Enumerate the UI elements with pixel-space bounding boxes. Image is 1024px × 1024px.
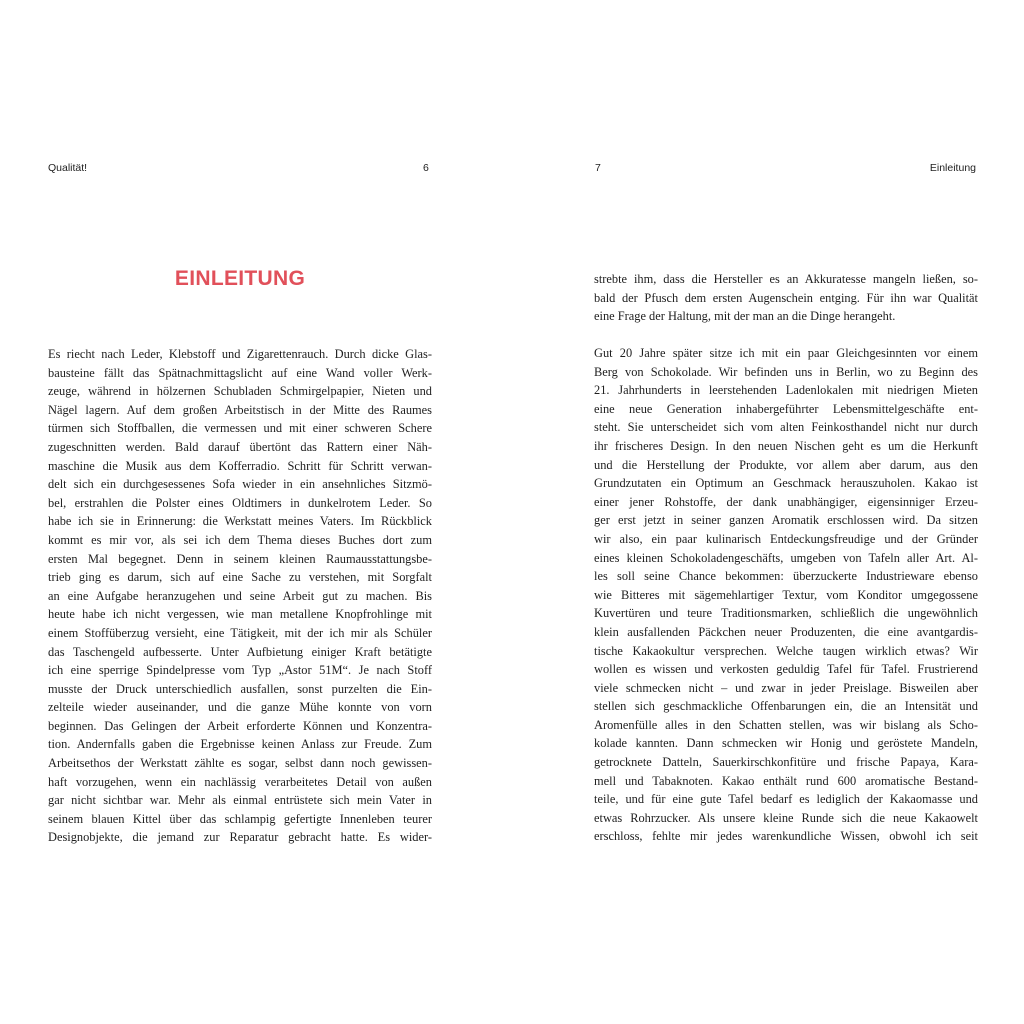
- text-line: 21. Jahrhunderts in leerstehenden Ladenlokalen mit niedrigen Mieten: [594, 383, 978, 398]
- text-line: zeuge, während in hölzernen Schubladen Schmirgelpapier, Nieten und: [48, 384, 432, 399]
- text-line: zugeschnitten werden. Bald darauf übertönt das Rattern einer Näh-: [48, 439, 432, 454]
- text-line: stellen sich geschmackliche Offenbarungen ein, die an Intensität und: [594, 699, 978, 714]
- text-line: kolade kannten. Dann schmecken wir Honig und geröstete Mandeln,: [594, 736, 978, 751]
- text-line: maschine die Musik aus dem Kofferradio. Schritt für Schritt verwan-: [48, 458, 432, 473]
- running-title-left: Qualität!: [48, 162, 88, 174]
- text-line: Berg von Schokolade. Wir befinden uns in Berlin, wo zu Beginn des: [594, 364, 978, 379]
- text-line: wie Bitteres mit sägemehlartiger Textur, vom Konditor umgegossene: [594, 587, 978, 602]
- text-line: Kuvertüren und teure Traditionsmarken, schließlich die ungewöhnlich: [594, 606, 978, 621]
- left-body-text: [48, 345, 432, 847]
- text-line: wir also, ein paar kulinarisch Entdeckungsfreudige und der Gründer: [594, 531, 978, 546]
- text-line: etwas Rohrzucker. Als unsere kleine Runde sich die neue Kakaowelt: [594, 810, 978, 825]
- text-line: Nägel lagern. Auf dem großen Arbeitstisch in der Mitte des Raumes: [48, 402, 432, 417]
- right-paragraph-1: [594, 270, 978, 326]
- text-line: zelteile wieder auseinander, und die ganze Mühe konnte von vorn: [48, 700, 432, 715]
- text-line: tion. Andernfalls gaben die Ergebnisse keinen Anlass zur Freude. Zum: [48, 737, 432, 752]
- text-line: heute habe ich nicht vergessen, wie man metallene Knopfrohlinge mit: [48, 607, 432, 622]
- text-line: eine Frage der Haltung, mit der man an die Dinge herangeht.: [594, 309, 896, 324]
- text-line: an eine Aufgabe heranzugehen und seine Arbeit gut zu machen. Bis: [48, 588, 432, 603]
- text-line: ich eine sperrige Spindelpresse vom Typ „Astor 51M“. Je nach Stoff: [48, 663, 432, 678]
- text-line: einem Stoffüberzug versieht, eine Tätigkeit, mit der ich mir als Schüler: [48, 625, 432, 640]
- text-line: teile, und für eine gute Tafel bedarf es lediglich der Kakaomasse und: [594, 792, 978, 807]
- text-line: eine neue Generation inhabergeführter Lebensmittelgeschäfte ent-: [594, 401, 978, 416]
- text-line: wollen es wissen und verkosten geduldig Tafel für Tafel. Frustrierend: [594, 662, 978, 677]
- text-line: Arbeitsethos der Werkstatt zählte es sogar, selbst dann noch gewissen-: [48, 756, 432, 771]
- text-line: mell und Tabaknoten. Kakao enthält rund 600 aromatische Bestand-: [594, 773, 978, 788]
- text-line: getrocknete Datteln, Sauerkirschkonfitüre und frische Papaya, Kara-: [594, 755, 978, 770]
- text-line: seinem blauen Kittel über das schlampig gefertigte Innenleben teurer: [48, 811, 432, 826]
- text-line: ersten Mal begegnet. Denn in seinem kleinen Raumausstattungsbe-: [48, 551, 432, 566]
- right-paragraph-2: [594, 344, 978, 846]
- text-line: kommt es mir vor, als sei ich dem Thema dieses Buches dort zum: [48, 532, 432, 547]
- text-line: viele schmecken nicht – und zwar in jeder Preislage. Bisweilen aber: [594, 680, 978, 695]
- text-line: bald der Pfusch dem ersten Augenschein entging. Für ihn war Qualität: [594, 290, 978, 305]
- text-line: erschloss, fehlte mir jedes warenkundliche Wissen, obwohl ich seit: [594, 829, 978, 844]
- text-line: klein ausfallenden Päckchen neuer Produzenten, die eine avantgardis-: [594, 624, 978, 639]
- text-line: musste der Druck unterschiedlich ausfallen, sonst purzelten die Ein-: [48, 681, 432, 696]
- page-number-left: 6: [423, 162, 429, 174]
- text-line: beginnen. Das Gelingen der Arbeit erforderte Können und Konzentra-: [48, 718, 432, 733]
- running-title-right: Einleitung: [929, 162, 976, 174]
- text-line: steht. Sie unterscheidet sich vom alten Feinkosthandel nicht nur durch: [594, 420, 978, 435]
- text-line: das Taschengeld aufbesserte. Unter Aufbietung einiger Kraft betätigte: [48, 644, 432, 659]
- text-line: haft vorzugehen, wenn ein nachlässig verarbeitetes Detail von außen: [48, 774, 432, 789]
- page-number-right: 7: [595, 162, 601, 174]
- text-line: eines kleinen Schokoladengeschäfts, umgeben von Tafeln aller Art. Al-: [594, 550, 978, 565]
- text-line: bausteine fällt das Spätnachmittagslicht auf eine Wand voller Werk-: [48, 365, 432, 380]
- text-line: türmen sich Stoffballen, die vermessen und mit einer schweren Schere: [48, 421, 432, 436]
- text-line: gar nicht sichtbar war. Mehr als einmal entrüstete sich mein Vater in: [48, 793, 432, 808]
- text-line: ger erst jetzt in seiner ganzen Aromatik erschlossen wird. Da sitzen: [594, 513, 978, 528]
- text-line: Designobjekte, die jemand zur Reparatur gebracht hatte. Es wider-: [48, 830, 432, 845]
- text-line: les soll seine Chance bekommen: überzuckerte Industrieware ebenso: [594, 569, 978, 584]
- right-page: [512, 0, 1024, 1024]
- text-line: Aromenfülle alles in den Schatten stellen, was wir bislang als Scho-: [594, 717, 978, 732]
- text-line: trieb ging es darum, sich auf eine Sache zu verstehen, mit Sorgfalt: [48, 570, 432, 585]
- text-line: habe ich sie in Erinnerung: die Werkstatt meines Vaters. Im Rückblick: [48, 514, 432, 529]
- text-line: Gut 20 Jahre später sitze ich mit ein paar Gleichgesinnten vor einem: [594, 346, 978, 360]
- text-line: strebte ihm, dass die Hersteller es an Akkuratesse mangeln ließen, so-: [594, 272, 978, 286]
- text-line: und die Herstellung der Produkte, vor allem aber darum, aus den: [594, 457, 978, 472]
- text-line: tische Kakaokultur versprechen. Welche taugen wirklich etwas? Wir: [594, 643, 978, 658]
- text-line: ihr frischeres Design. In den neuen Nischen geht es um die Herkunft: [594, 438, 978, 453]
- text-line: Es riecht nach Leder, Klebstoff und Zigarettenrauch. Durch dicke Glas-: [48, 347, 432, 361]
- text-line: einer jener Rohstoffe, der dank unabhängiger, eigensinniger Erzeu-: [594, 494, 978, 509]
- text-line: Grundzutaten ein Optimum an Geschmack herauszuholen. Kakao ist: [594, 476, 978, 491]
- text-line: bel, erstrahlen die Polster eines Oldtimers in dunkelrotem Leder. So: [48, 495, 432, 510]
- text-line: delt sich ein durchgesessenes Sofa wieder in ein ansehnliches Sitzmö-: [48, 477, 432, 492]
- chapter-title: EINLEITUNG: [174, 267, 306, 290]
